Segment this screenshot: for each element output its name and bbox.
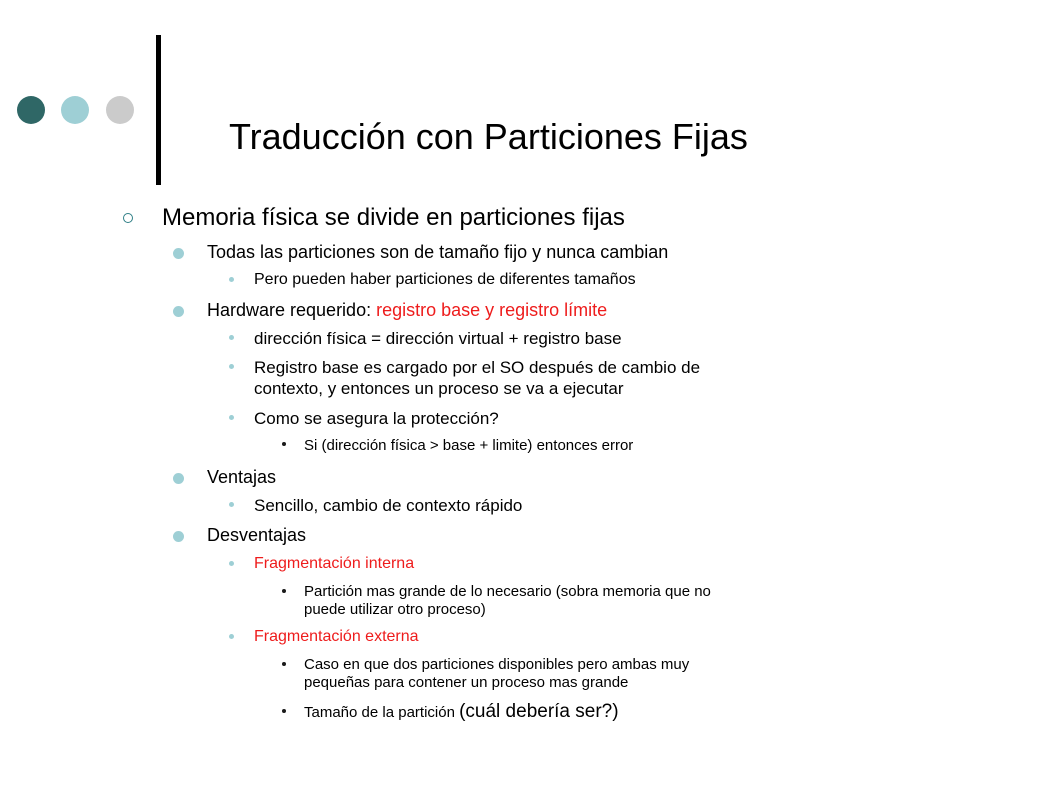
sub-point-4b-ii-prefix: Tamaño de la partición [304,704,460,721]
sub-point-2b-line2: contexto, y entonces un proceso se va a ejecutar [254,379,624,398]
sub-point-4a-i-line1: Partición mas grande de lo necesario (sobra memoria que no [304,583,711,600]
sub-point-3a: Sencillo, cambio de contexto rápido [254,496,523,515]
sub-point-1: Todas las particiones son de tamaño fijo y nunca cambian [207,242,669,262]
bullet-disc-icon [173,248,184,259]
sub-point-4b-i-line1: Caso en que dos particiones disponibles pero ambas muy [304,656,690,673]
decor-dot-dark [17,96,45,124]
sub-point-4: Desventajas [207,525,307,545]
sub-point-3: Ventajas [207,467,277,487]
bullet-tiny-icon [282,662,286,666]
decor-dot-gray [106,96,134,124]
slide-title: Traducción con Particiones Fijas [229,116,748,157]
title-divider [156,35,161,185]
bullet-small-icon [229,415,234,420]
bullet-disc-icon [173,531,184,542]
sub-point-2b-line1: Registro base es cargado por el SO después de cambio de [254,358,701,377]
point-1: Memoria física se divide en particiones fijas [162,204,625,231]
sub-point-2a: dirección física = dirección virtual + registro base [254,329,622,348]
sub-point-2 [207,300,607,321]
bullet-small-icon [229,364,234,369]
sub-point-2-highlight: registro base y registro límite [376,300,608,320]
bullet-small-icon [229,277,234,282]
sub-point-4a-i-line2: puede utilizar otro proceso) [304,601,486,618]
bullet-tiny-icon [282,589,286,593]
bullet-disc-icon [173,306,184,317]
bullet-disc-icon [173,473,184,484]
sub-point-2c: Como se asegura la protección? [254,409,499,428]
bullet-small-icon [229,335,234,340]
sub-point-4b-i-line2: pequeñas para contener un proceso mas grande [304,674,629,691]
sub-point-4a: Fragmentación interna [254,555,415,572]
bullet-small-icon [229,502,234,507]
bullet-tiny-icon [282,442,286,446]
sub-point-1a: Pero pueden haber particiones de diferentes tamaños [254,271,636,288]
sub-point-4b: Fragmentación externa [254,628,419,645]
decor-dot-teal [61,96,89,124]
sub-point-4b-ii-suffix: (cuál debería ser?) [459,701,619,722]
sub-point-2c-i: Si (dirección física > base + limite) entonces error [304,437,634,454]
sub-point-4b-ii [304,701,619,723]
sub-point-2-prefix: Hardware requerido: [207,300,377,320]
bullet-tiny-icon [282,709,286,713]
bullet-small-icon [229,561,234,566]
bullet-small-icon [229,634,234,639]
bullet-ring-icon [123,213,133,223]
